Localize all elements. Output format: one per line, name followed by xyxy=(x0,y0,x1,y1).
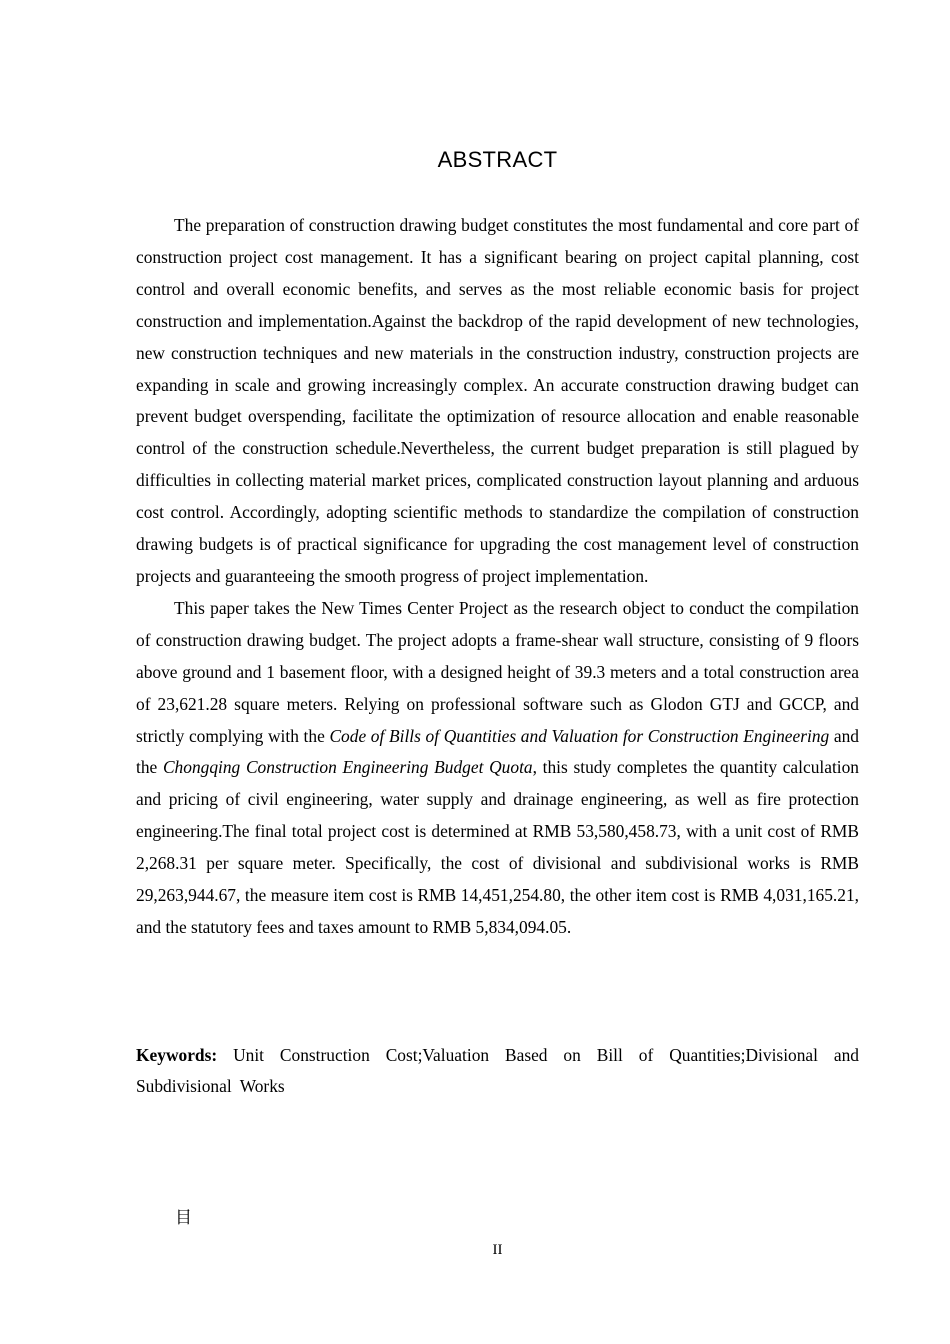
keywords-line xyxy=(136,1040,859,1102)
abstract-title: ABSTRACT xyxy=(437,147,558,172)
paragraph-2-text-1: This paper takes the New Times Center Project as the research object to conduct the compilation of construction drawing budget. The project adopts a frame-shear wall structure, consisting of 9 floors above ground and 1 basement floor, with a designed height of 39.3 meters and a total construction area of 23,621.28 square meters. Relying on professional software such as Glodon GTJ and GCCP, and strictly complying with the xyxy=(136,597,859,746)
abstract-body xyxy=(136,210,859,944)
chongqing-quota-citation: Chongqing Construction Engineering Budget Quota xyxy=(162,757,533,778)
code-of-bills-citation: Code of Bills of Quantities and Valuation for Construction Engineering xyxy=(329,725,830,746)
keywords-label: Keywords: xyxy=(136,1045,218,1065)
keywords-text: Unit Construction Cost;Valuation Based on Bill of Quantities;Divisional and Subdivisional Works xyxy=(136,1045,859,1096)
paragraph-2-text-3: , this study completes the quantity calculation and pricing of civil engineering, water supply and drainage engineering, as well as fire protection engineering.The final total project cost is determined at RMB 53,580,458.73, with a unit cost of RMB 2,268.31 per square meter. Specifically, the cost of divisional and subdivisional works is RMB 29,263,944.67, the measure item cost is RMB 14,451,254.80, the other item cost is RMB 4,031,165.21, and the statutory fees and taxes amount to RMB 5,834,094.05. xyxy=(136,757,860,937)
paragraph-2-text-2: and the xyxy=(136,725,859,778)
stray-character: 目 xyxy=(175,1208,192,1228)
abstract-paragraph-2 xyxy=(136,593,859,944)
page-number: II xyxy=(492,1242,503,1258)
abstract-paragraph-1: The preparation of construction drawing budget constitutes the most fundamental and core part of construction project cost management. It has a significant bearing on project capital planning, cost control and overall economic benefits, and serves as the most reliable economic basis for project construction and implementation.Against the backdrop of the rapid development of new technologies, new construction techniques and new materials in the construction industry, construction projects are expanding in scale and growing increasingly complex. An accurate construction drawing budget can prevent budget overspending, facilitate the optimization of resource allocation and enable reasonable control of the construction schedule.Nevertheless, the current budget preparation is still plagued by difficulties in collecting material market prices, complicated construction layout planning and arduous cost control. Accordingly, adopting scientific methods to standardize the compilation of construction drawing budgets is of practical significance for upgrading the cost management level of construction projects and guaranteeing the smooth progress of project implementation. xyxy=(136,215,859,586)
